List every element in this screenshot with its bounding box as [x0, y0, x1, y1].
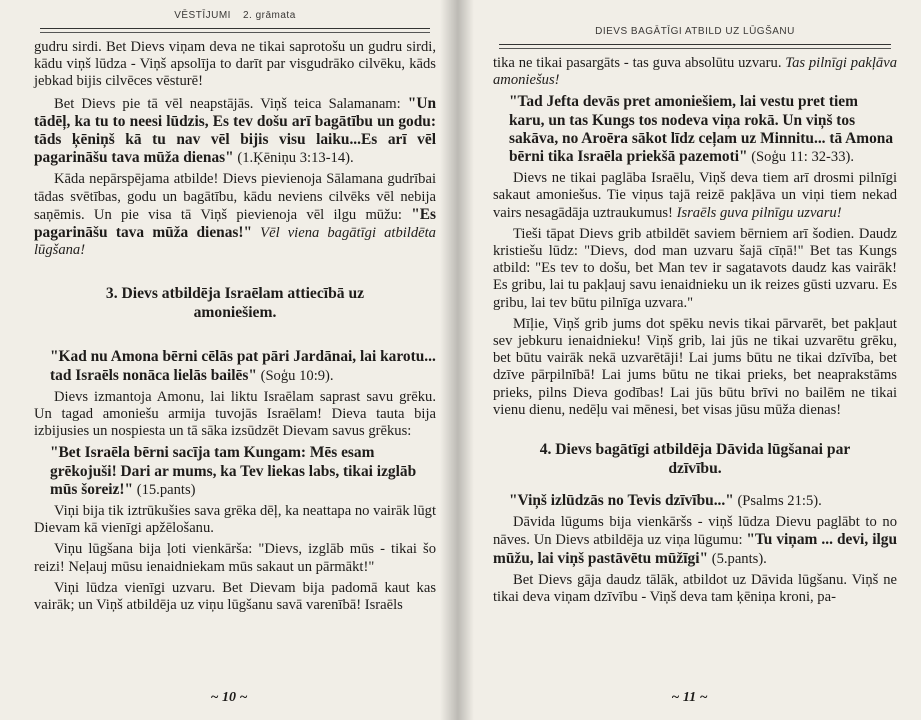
- text: Kāda nepārspējama atbilde! Dievs pievienoja Sālamana gudrībai tādas svētības, godu un bagātību, kādu neviens cilvēks vēl nebija saņēmis. Un pie visa tā Viņš pievienoja vēl ilgu mūžu:: [34, 171, 436, 223]
- scripture-block: [493, 93, 897, 166]
- emphasis: Tas pilnīgi pakļāva amoniešus!: [493, 55, 898, 89]
- scripture-quote: "Kad nu Amona bērni cēlās pat pāri Jardānai, lai karotu... tad Israēls nonāca lielās bailēs": [50, 348, 436, 384]
- left-page: [0, 0, 458, 720]
- running-head-left: [34, 0, 436, 24]
- paragraph: Dievs izmantoja Amonu, lai liktu Israēlam saprast savu grēku. Un tagad amoniešu armija tuvojās Israēlam! Dieva tauta bija izbijusies un nospiesta un tā sāka izsūdzēt Dievam savus grēkus:: [34, 388, 436, 440]
- section-heading: 3. Dievs atbildēja Israēlam attiecībā uz amoniešiem.: [105, 285, 365, 321]
- header-rule: [499, 44, 891, 49]
- running-head-book: VĒSTĪJUMI: [174, 10, 231, 21]
- scripture-quote: "Tad Jefta devās pret amoniešiem, lai vestu pret tiem karu, un tas Kungs tos nodeva viņa rokā. Un viņš tos sakāva, no Aroēra sākot līdz ceļam uz Minnitu... tā Amona bērni tika Israēla priekšā pazemoti": [509, 93, 894, 166]
- right-page: [458, 0, 921, 720]
- paragraph: Tieši tāpat Dievs grib atbildēt saviem bērniem arī šodien. Daudz kristiešu lūdz: "Dievs, dod man uzvaru šajā cīņā!" Bet tas Kungs atbild: "Es tev to došu, bet Man tev ir sagatavots daudz kas vairāk! Es gribu, lai tu pakļauj savu ienaidnieku un ik reizes gūsti uzvaru. Es gribu, lai tev būtu pilnīga uzvara.": [493, 225, 897, 311]
- section-heading: 4. Dievs bagātīgi atbildēja Dāvida lūgšanai par dzīvību.: [539, 441, 851, 477]
- scripture-quote: "Tu viņam ... devi, ilgu mūžu, lai viņš pastāvētu mūžīgi": [493, 531, 898, 567]
- text: Dievs ne tikai paglāba Israēlu, Viņš deva tiem arī drosmi pilnīgi sakaut amoniešus. Tie viņus tajā reizē pakļāva un viņi tiem nekad vairs nesagādāja uztraukumus!: [493, 170, 897, 221]
- scripture-block: [493, 492, 897, 510]
- emphasis: Israēls guva pilnīgu uzvaru!: [676, 204, 842, 221]
- scripture-reference: (Soģu 10:9).: [256, 367, 334, 384]
- paragraph: [34, 95, 436, 168]
- gutter-shadow: [458, 0, 474, 720]
- scripture-block: [34, 444, 436, 499]
- header-rule: [40, 28, 430, 33]
- scripture-reference: (5.pants).: [708, 550, 767, 567]
- paragraph: gudru sirdi. Bet Dievs viņam deva ne tikai saprotošu un gudru sirdi, kādu viņš lūdza - Viņš apsolīja to darīt par visgudrāko cilvēku, kāds jebkad bijis cilvēces vēsturē!: [34, 39, 436, 90]
- text: tika ne tikai pasargāts - tas guva absolūtu uzvaru.: [493, 55, 786, 71]
- running-head-volume: 2. grāmata: [242, 10, 296, 21]
- paragraph: Bet Dievs gāja daudz tālāk, atbildot uz Dāvida lūgšanu. Viņš ne tikai deva viņam dzīvību - Viņš deva tam ķēniņa kroni, pa-: [493, 571, 897, 606]
- text: Dāvida lūgums bija vienkāršs - viņš lūdza Dievu paglābt to no nāves. Un Dievs atbildēja uz viņa lūgumu:: [493, 514, 897, 549]
- running-head-right: DIEVS BAGĀTĪGI ATBILD UZ LŪGŠANU: [595, 26, 795, 37]
- paragraph: [493, 514, 897, 568]
- scripture-quote: "Es pagarināšu tava mūža dienas!": [34, 205, 436, 242]
- scripture-quote: "Bet Israēla bērni sacīja tam Kungam: Mēs esam grēkojuši! Dari ar mums, ka Tev liekas labs, tikai izglāb mūs šoreiz!": [50, 444, 417, 498]
- scripture-block: [34, 348, 436, 384]
- emphasis: Vēl viena bagātīgi atbildēta lūgšana!: [34, 225, 436, 259]
- paragraph: [34, 171, 436, 259]
- scripture-quote: "Un tādēļ, ka tu to neesi lūdzis, Es tev došu arī bagātību un godu: tāds ķēniņš kā tu nav vēl bijis visu laiku...Es arī vēl pagarināšu tava mūža dienas": [34, 94, 436, 167]
- paragraph: Viņi bija tik iztrūkušies sava grēka dēļ, ka neattapa no vairāk lūgt Dievam kā vienīgi apžēlošanu.: [34, 503, 436, 537]
- scripture-reference: (1.Ķēniņu 3:13-14).: [233, 150, 354, 167]
- paragraph: Mīļie, Viņš grib jums dot spēku nevis tikai pārvarēt, bet pakļaut sev jebkuru ienaidnieku! Viņš grib, lai jūs ne tikai uzvarētu grēku, bet būtu vairāk nekā uzvarētāji! Lai jums būtu ne tikai dzīvība, bet dzīve pārpilnībā! Lai jums būtu ne tikai prieks, bet neaprakstāms prieks, pilns Dieva godības! Lai jūs būtu brīvi no bailēm ne tikai vienu dienu, nedēļu vai mēnesi, bet visas jūsu mūža dienas!: [493, 315, 897, 418]
- text: Bet Dievs pie tā vēl neapstājās. Viņš teica Salamanam:: [54, 95, 408, 112]
- scripture-quote: "Viņš izlūdzās no Tevis dzīvību...": [509, 492, 734, 510]
- paragraph: Viņu lūgšana bija ļoti vienkārša: "Dievs, izglāb mūs - tikai šo reizi! Neļauj mūsu ienaidniekam mūs sakaut un pārmākt!": [34, 541, 436, 575]
- paragraph: Viņi lūdza vienīgi uzvaru. Bet Dievam bija padomā kaut kas vairāk; un Viņš atbildēja uz viņu lūgšanu savā varenībā! Israēls: [34, 579, 436, 614]
- gutter-shadow: [440, 0, 458, 720]
- page-number: ~ 11 ~: [671, 690, 708, 705]
- page-number: ~ 10 ~: [210, 690, 248, 705]
- scripture-reference: (Soģu 11: 32-33).: [747, 149, 855, 166]
- scripture-reference: (Psalms 21:5).: [733, 493, 822, 510]
- paragraph: [493, 55, 897, 89]
- paragraph: [493, 170, 897, 222]
- scripture-reference: (15.pants): [133, 481, 196, 498]
